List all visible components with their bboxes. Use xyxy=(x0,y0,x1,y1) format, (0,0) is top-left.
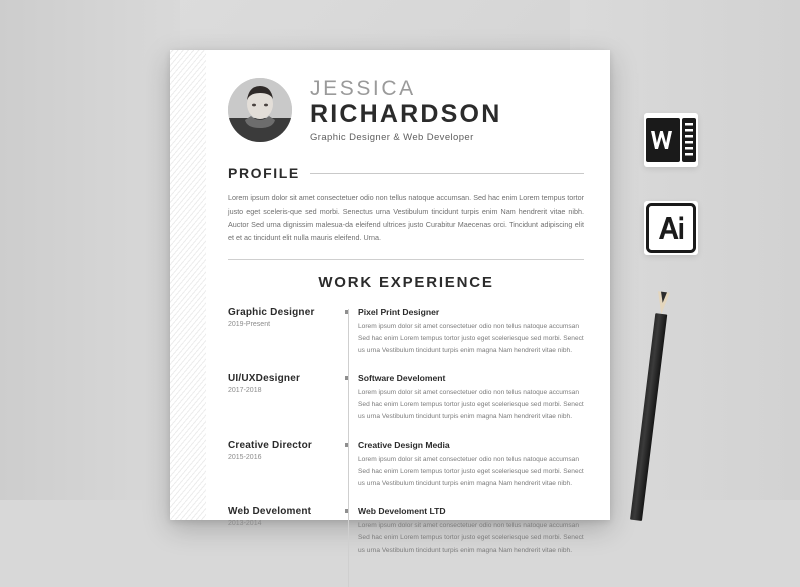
profile-text: Lorem ipsum dolor sit amet consectetuer odio non tellus natoque accumsan. Sed hac enim Lorem tempus tortor justo eget sceleris-que sed morbi. Senectus urna Vestibulum tincidunt turpis enim Nam hendrerit vitae nibh. Auctor Sed urna dignissim malesua-da eleifend ultrices justo Curabitur Maecenas orci. Tincidunt adipiscing elit et et ac tincidunt elit nulla mauris eleifend. Urna. xyxy=(228,193,584,243)
experience-company: Pixel Print Designer xyxy=(358,306,440,317)
experience-role-block xyxy=(228,307,340,358)
experience-description: Lorem ipsum dolor sit amet consectetuer odio non tellus natoque accumsan Sed hac enim Lorem tempus tortor justo eget sceleriesque sed morbi. Senect us urna Vestibulum tincidunt turpis enim magna Nam hendrerit vitae nibh. xyxy=(358,389,584,421)
experience-detail-block xyxy=(358,440,584,491)
profile-title: PROFILE xyxy=(228,165,300,182)
experience-role-block xyxy=(228,440,340,491)
experience-dates: 2017-2018 xyxy=(228,387,262,395)
timeline-bullet-icon xyxy=(340,440,358,491)
work-experience-list xyxy=(228,307,584,557)
experience-item xyxy=(228,373,584,424)
job-title: Graphic Designer & Web Developer xyxy=(310,132,474,144)
timeline-bullet-icon xyxy=(340,373,358,424)
experience-dates: 2013-2014 xyxy=(228,520,262,528)
work-experience-title: WORK EXPERIENCE xyxy=(318,273,494,291)
word-icon-glyph xyxy=(644,113,698,167)
experience-role: Creative Director xyxy=(228,439,312,451)
experience-description: Lorem ipsum dolor sit amet consectetuer odio non tellus natoque accumsan Sed hac enim Lorem tempus tortor justo eget sceleriesque sed morbi. Senect us urna Vestibulum tincidunt turpis enim magna Nam hendrerit vitae nibh. xyxy=(358,322,584,354)
decorative-hatch-strip xyxy=(170,50,206,520)
experience-role-block xyxy=(228,373,340,424)
illustrator-file-icon xyxy=(644,201,698,255)
experience-detail-block xyxy=(358,506,584,557)
experience-description: Lorem ipsum dolor sit amet consectetuer odio non tellus natoque accumsan Sed hac enim Lorem tempus tortor justo eget sceleriesque sed morbi. Senect us urna Vestibulum tincidunt turpis enim magna Nam hendrerit vitae nibh. xyxy=(358,522,584,554)
portrait-photo-icon xyxy=(228,78,292,142)
word-file-icon xyxy=(644,113,698,167)
timeline-bullet-icon xyxy=(340,506,358,557)
experience-role-block xyxy=(228,506,340,557)
experience-role: UI/UXDesigner xyxy=(228,373,301,385)
profile-section-header xyxy=(228,165,584,181)
experience-detail-block xyxy=(358,373,584,424)
resume-sheet xyxy=(170,50,610,554)
experience-role: Web Develoment xyxy=(228,506,312,518)
avatar xyxy=(228,78,292,142)
experience-dates: 2015-2016 xyxy=(228,453,262,461)
experience-description: Lorem ipsum dolor sit amet consectetuer odio non tellus natoque accumsan Sed hac enim Lorem tempus tortor justo eget sceleriesque sed morbi. Senect us urna Vestibulum tincidunt turpis enim magna Nam hendrerit vitae nibh. xyxy=(358,455,584,488)
experience-company: Web Develoment LTD xyxy=(358,506,446,517)
background-shade-left xyxy=(0,0,180,500)
timeline-bullet-icon xyxy=(340,307,358,358)
profile-rule xyxy=(310,173,584,174)
first-name: JESSICA xyxy=(310,77,416,100)
experience-item xyxy=(228,307,584,358)
experience-item xyxy=(228,440,584,491)
experience-company: Software Develoment xyxy=(358,373,446,384)
experience-detail-block xyxy=(358,307,584,358)
resume-header xyxy=(228,68,584,143)
experience-dates: 2019-Present xyxy=(228,320,271,328)
name-block xyxy=(310,76,501,143)
experience-role: Graphic Designer xyxy=(228,306,315,318)
experience-company: Creative Design Media xyxy=(358,439,450,450)
last-name: RICHARDSON xyxy=(310,100,502,129)
section-divider xyxy=(228,259,584,260)
timeline-line xyxy=(348,309,349,587)
experience-item xyxy=(228,506,584,557)
illustrator-icon-glyph xyxy=(644,201,698,255)
